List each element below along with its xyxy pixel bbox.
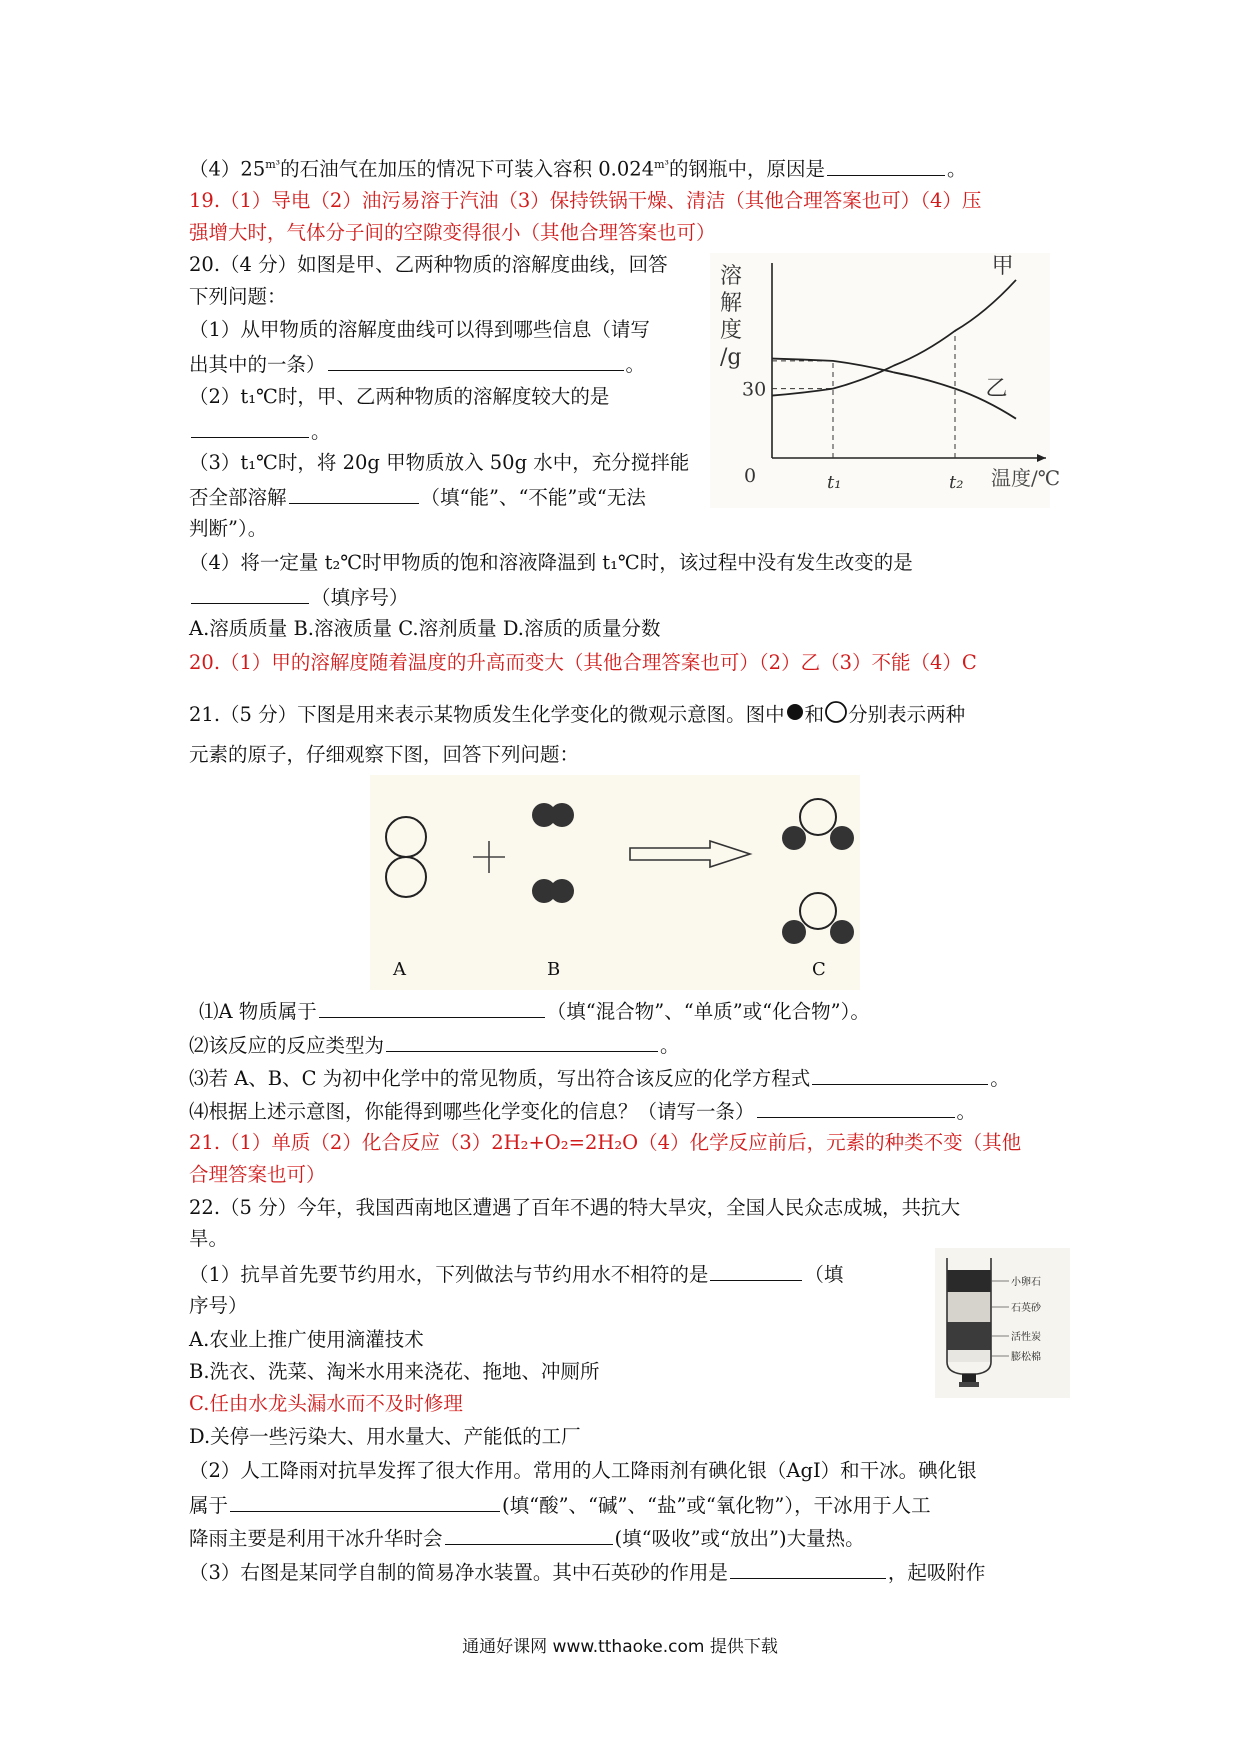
answer-blank[interactable] [289, 483, 419, 504]
q22-part3: （3）右图是某同学自制的简易净水装置。其中石英砂的作用是 ，起吸附作 [189, 1558, 985, 1586]
q22-part2-line2: 属于 (填“酸”、“碱”、“盐”或“氧化物”），干冰用于人工 [189, 1491, 931, 1519]
q22-line3: （1）抗旱首先要节约用水，下列做法与节约用水不相符的是 （填 [189, 1260, 843, 1288]
x-tick-label-t2: t₂ [949, 472, 964, 493]
filled-atom-icon [785, 702, 805, 729]
q21-answer-line1: 21.（1）单质（2）化合反应（3）2H₂+O₂=2H₂O（4）化学反应前后，元素的种类不变（其他 [189, 1131, 1022, 1154]
q22-line1: 22.（5 分）今年，我国西南地区遭遇了百年不遇的特大旱灾，全国人民众志成城，共抗大 [189, 1196, 961, 1219]
q21-line1: 21.（5 分）下图是用来表示某物质发生化学变化的微观示意图。图中 和 分别表示两种 [189, 700, 965, 731]
answer-blank[interactable] [328, 350, 624, 371]
q20-line10: （4）将一定量 t₂℃时甲物质的饱和溶液降温到 t₁℃时，该过程中没有发生改变的是 [189, 551, 913, 574]
label-b: B [547, 959, 561, 980]
q21-answer-line2: 合理答案也可） [189, 1163, 326, 1186]
x-axis-label: 温度/℃ [991, 466, 1061, 490]
q22-line2: 旱。 [189, 1227, 229, 1250]
x-tick-label-t1: t₁ [827, 472, 842, 493]
answer-blank[interactable] [445, 1524, 613, 1545]
answer-blank[interactable] [319, 997, 545, 1018]
y-axis-label-char: 解 [720, 291, 743, 316]
q20-line11: （填序号） [189, 583, 409, 611]
q21-sub4: ⑷根据上述示意图，你能得到哪些化学变化的信息？（请写一条） 。 [189, 1097, 976, 1125]
answer-blank[interactable] [386, 1031, 658, 1052]
answer-blank[interactable] [757, 1097, 955, 1118]
filter-label-pebbles: 小卵石 [1011, 1277, 1041, 1288]
filter-label-cotton: 膨松棉 [1011, 1352, 1041, 1363]
q22-option-a: A.农业上推广使用滴灌技术 [189, 1328, 424, 1351]
q20-line9: 判断”）。 [189, 517, 268, 540]
q20-line8: 否全部溶解 （填“能”、“不能”或“无法 [189, 483, 646, 511]
answer-blank[interactable] [191, 417, 309, 438]
q22-line4: 序号） [189, 1294, 248, 1317]
q19-answer-line2: 强增大时，气体分子间的空隙变得很小（其他合理答案也可） [189, 221, 716, 244]
q21-sub3: ⑶若 A、B、C 为初中化学中的常见物质，写出符合该反应的化学方程式 。 [189, 1064, 1010, 1092]
q20-line7: （3）t₁℃时，将 20g 甲物质放入 50g 水中，充分搅拌能 [189, 451, 690, 474]
y-tick-label: 30 [742, 378, 767, 401]
y-axis-label-char: 溶 [720, 264, 743, 289]
solubility-chart [710, 253, 1061, 508]
origin-label: 0 [744, 465, 757, 487]
q21-sub1: ⑴A 物质属于 （填“混合物”、“单质”或“化合物”）。 [199, 997, 870, 1025]
q22-option-d: D.关停一些污染大、用水量大、产能低的工厂 [189, 1425, 581, 1448]
answer-blank[interactable] [827, 155, 945, 176]
answer-blank[interactable] [230, 1491, 500, 1512]
label-a: A [393, 959, 406, 980]
q20-line5: （2）t₁℃时，甲、乙两种物质的溶解度较大的是 [189, 385, 610, 408]
q20-line4: 出其中的一条） 。 [189, 350, 645, 378]
q20-line6: 。 [189, 417, 331, 445]
answer-blank[interactable] [730, 1558, 886, 1579]
q19-answer-line1: 19.（1）导电（2）油污易溶于汽油（3）保持铁锅干燥、清洁（其他合理答案也可）（4）压 [189, 189, 982, 212]
label-c: C [812, 959, 826, 980]
series-label-yi: 乙 [985, 376, 1008, 402]
y-axis-label-char: 度 [720, 318, 743, 343]
answer-blank[interactable] [191, 583, 309, 604]
q22-option-c: C.任由水龙头漏水而不及时修理 [189, 1392, 463, 1415]
filter-label-quartz-sand: 石英砂 [1011, 1303, 1041, 1314]
q20-answer: 20.（1）甲的溶解度随着温度的升高而变大（其他合理答案也可）（2）乙（3）不能（4）C [189, 651, 977, 674]
q22-part2-line3: 降雨主要是利用干冰升华时会 (填“吸收”或“放出”)大量热。 [189, 1524, 865, 1552]
series-label-jia: 甲 [991, 254, 1014, 279]
q22-option-b: B.洗衣、洗菜、淘米水用来浇花、拖地、冲厕所 [189, 1360, 600, 1383]
q20-options: A.溶质质量 B.溶液质量 C.溶剂质量 D.溶质的质量分数 [189, 617, 661, 640]
filter-label-activated-carbon: 活性炭 [1011, 1332, 1041, 1343]
q19-part4: $(4)25^{m^3}$的石油气在加压的情况下可装入容积 $0.024^{m^3}$的钢瓶中，原因是 。 [189, 152, 966, 183]
page-footer: 通通好课网 www.tthaoke.com 提供下载 [462, 1637, 778, 1657]
q21-line2: 元素的原子，仔细观察下图，回答下列问题： [189, 743, 580, 766]
q20-line1: 20.（4 分）如图是甲、乙两种物质的溶解度曲线，回答 [189, 253, 668, 276]
q20-line2: 下列问题： [189, 285, 287, 308]
q22-part2-line1: （2）人工降雨对抗旱发挥了很大作用。常用的人工降雨剂有碘化银（AgI）和干冰。碘化银 [189, 1459, 977, 1482]
answer-blank[interactable] [812, 1064, 988, 1085]
reaction-diagram [370, 775, 860, 990]
q21-sub2: ⑵该反应的反应类型为 。 [189, 1031, 680, 1059]
water-filter-diagram [935, 1248, 1070, 1398]
hollow-atom-icon [824, 700, 848, 731]
answer-blank[interactable] [710, 1260, 802, 1281]
y-axis-label-char: /g [720, 345, 742, 370]
q20-line3: （1）从甲物质的溶解度曲线可以得到哪些信息（请写 [189, 318, 650, 341]
